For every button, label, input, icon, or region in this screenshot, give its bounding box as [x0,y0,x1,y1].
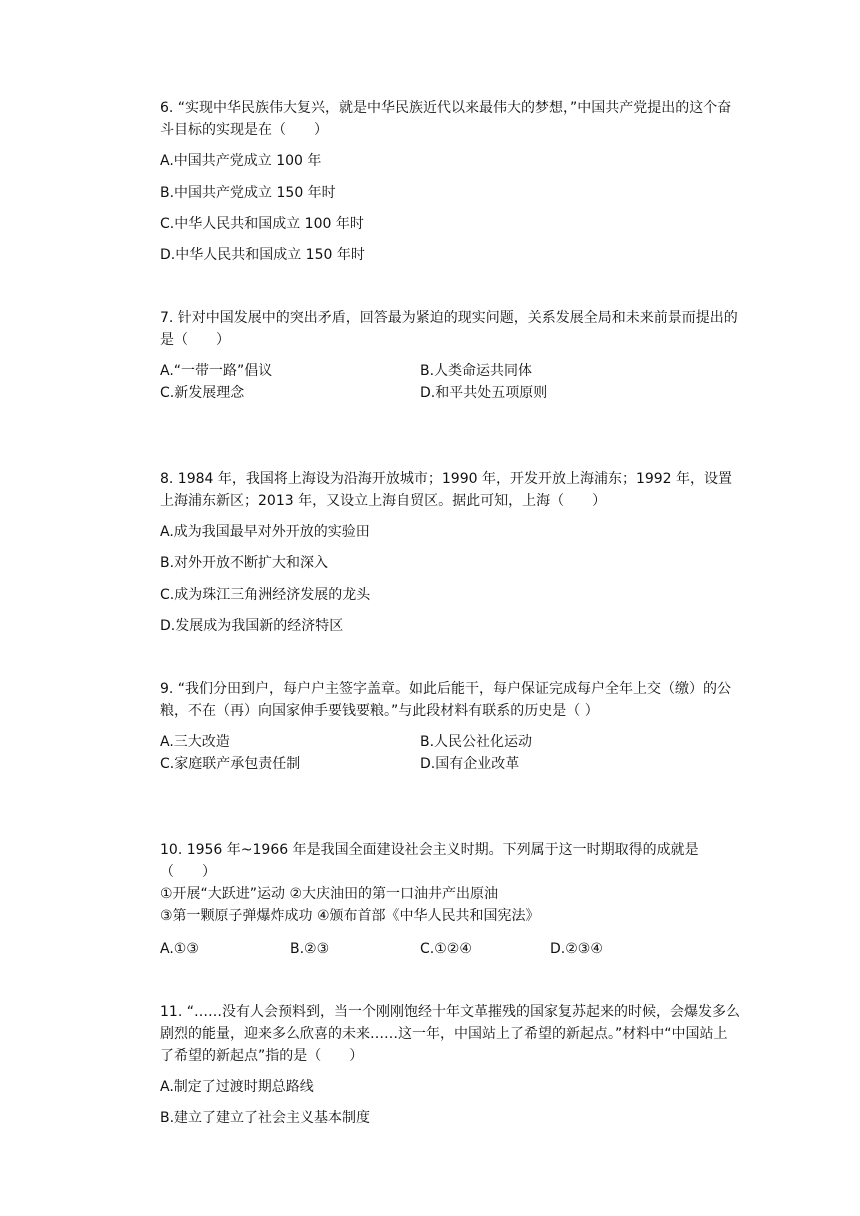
option-c: C.①②④ [420,941,472,957]
question-stem: 10. 1956 年~1966 年是我国全面建设社会主义时期。下列属于这一时期取得的成就是（ ） [160,842,699,880]
question-10 [160,839,740,883]
option-d: D.中华人民共和国成立 150 年时 [160,247,365,263]
question-stem: 6. “实现中华民族伟大复兴，就是中华民族近代以来最伟大的梦想，”中国共产党提出的这个奋斗目标的实现是在（ ） [160,100,732,138]
option-c: C.成为珠江三角洲经济发展的龙头 [160,587,371,603]
question-stem: 9. “我们分田到户，每户户主签字盖章。如此后能干，每户保证完成每户全年上交（缴）的公粮，不在（再）向国家伸手要钱要粮。”与此段材料有联系的历史是（ ） [160,681,732,719]
statement-line: ①开展“大跃进”运动 ②大庆油田的第一口油井产出原油 [160,886,499,902]
option-d: D.国有企业改革 [420,756,520,772]
question-stem: 7. 针对中国发展中的突出矛盾，回答最为紧迫的现实问题，关系发展全局和未来前景而提出的是（ ） [160,310,738,348]
option-b: B.中国共产党成立 150 年时 [160,185,336,201]
option-b: B.②③ [290,941,330,957]
option-b: B.建立了建立了社会主义基本制度 [160,1110,371,1126]
option-c: C.新发展理念 [160,385,245,401]
question-7 [160,307,740,351]
question-6 [160,97,740,141]
option-a: A.中国共产党成立 100 年 [160,153,322,169]
option-b: B.人民公社化运动 [420,734,533,750]
option-d: D.②③④ [550,941,603,957]
question-8 [160,468,740,512]
question-9 [160,678,740,722]
option-b: B.人类命运共同体 [420,363,533,379]
option-b: B.对外开放不断扩大和深入 [160,555,329,571]
option-a: A.制定了过渡时期总路线 [160,1079,314,1095]
question-11 [160,1001,740,1067]
option-a: A.三大改造 [160,734,230,750]
option-a: A.成为我国最早对外开放的实验田 [160,524,370,540]
option-a: A.①③ [160,941,199,957]
option-a: A.“一带一路”倡议 [160,363,273,379]
statement-line: ③第一颗原子弹爆炸成功 ④颁布首部《中华人民共和国宪法》 [160,908,540,924]
option-c: C.家庭联产承包责任制 [160,756,301,772]
option-c: C.中华人民共和国成立 100 年时 [160,216,364,232]
option-d: D.发展成为我国新的经济特区 [160,618,344,634]
question-stem: 11. “……没有人会预料到，当一个刚刚饱经十年文革摧残的国家复苏起来的时候，会爆发多么剧烈的能量，迎来多么欣喜的未来……这一年，中国站上了希望的新起点。”材料中“中国站上了希望的新起点”指的是（ ） [160,1004,740,1064]
option-d: D.和平共处五项原则 [420,385,548,401]
question-stem: 8. 1984 年，我国将上海设为沿海开放城市；1990 年，开发开放上海浦东；1992 年，设置上海浦东新区；2013 年，又设立上海自贸区。据此可知，上海（ ） [160,471,733,509]
